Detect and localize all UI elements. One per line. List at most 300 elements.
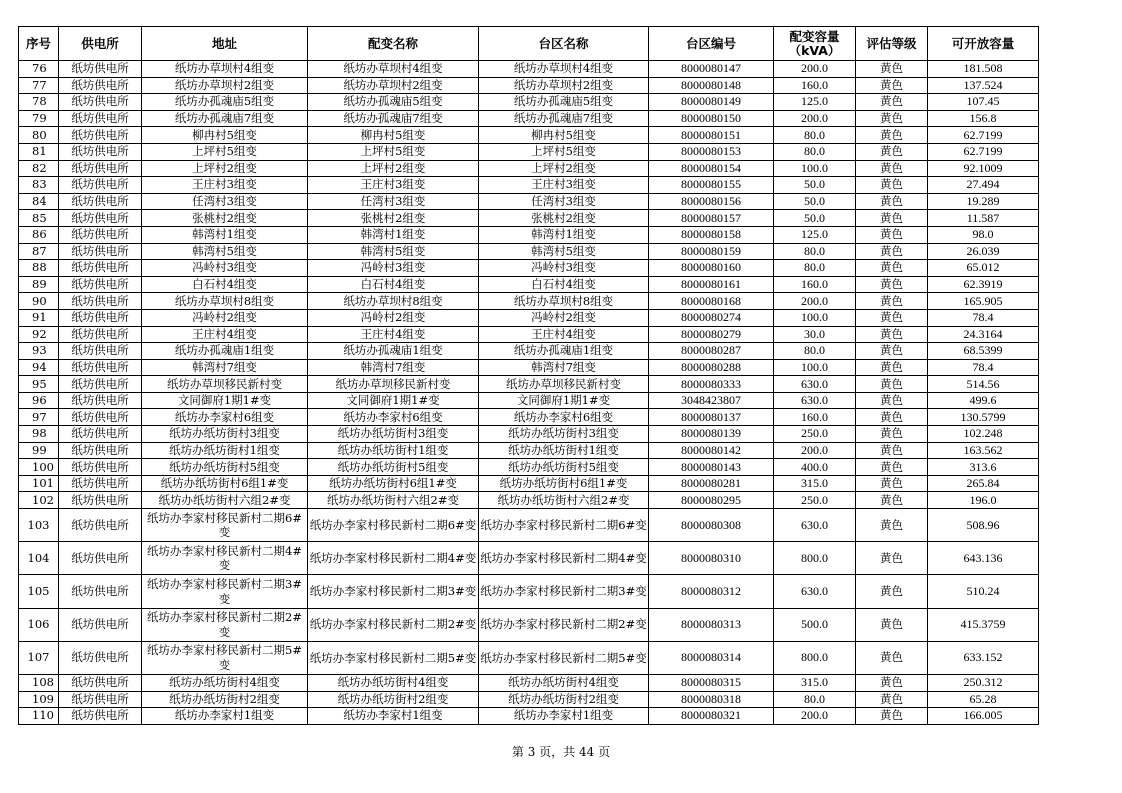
row-address: 白石村4组变	[142, 276, 308, 293]
row-grade: 黄色	[856, 143, 928, 160]
row-station: 纸坊供电所	[59, 691, 142, 708]
row-area-name: 白石村4组变	[479, 276, 649, 293]
row-grade: 黄色	[856, 509, 928, 542]
row-open-capacity: 313.6	[928, 459, 1039, 476]
row-area-name: 纸坊办孤魂庙1组变	[479, 343, 649, 360]
row-grade: 黄色	[856, 177, 928, 194]
row-open-capacity: 62.7199	[928, 143, 1039, 160]
row-address: 上坪村5组变	[142, 143, 308, 160]
row-address: 纸坊办纸坊街村6组1#变	[142, 475, 308, 492]
row-open-capacity: 643.136	[928, 542, 1039, 575]
row-area-name: 纸坊办李家村移民新村二期4#变	[479, 542, 649, 575]
row-open-capacity: 510.24	[928, 575, 1039, 608]
row-open-capacity: 102.248	[928, 426, 1039, 443]
row-index: 93	[19, 343, 59, 360]
table-row	[19, 409, 1039, 426]
table-row	[19, 359, 1039, 376]
row-address: 张桃村2组变	[142, 210, 308, 227]
table-row	[19, 193, 1039, 210]
row-transformer-name: 纸坊办李家村移民新村二期4#变	[308, 542, 479, 575]
row-area-code: 8000080295	[649, 492, 774, 509]
table-row	[19, 143, 1039, 160]
row-index: 81	[19, 143, 59, 160]
row-grade: 黄色	[856, 110, 928, 127]
row-area-name: 纸坊办孤魂庙7组变	[479, 110, 649, 127]
row-index: 104	[19, 542, 59, 575]
row-station: 纸坊供电所	[59, 243, 142, 260]
row-open-capacity: 163.562	[928, 442, 1039, 459]
row-station: 纸坊供电所	[59, 509, 142, 542]
table-row	[19, 575, 1039, 608]
row-area-code: 8000080315	[649, 674, 774, 691]
row-open-capacity: 265.84	[928, 475, 1039, 492]
row-area-code: 8000080314	[649, 641, 774, 674]
row-transformer-name: 王庄村4组变	[308, 326, 479, 343]
row-area-code: 8000080156	[649, 193, 774, 210]
row-station: 纸坊供电所	[59, 459, 142, 476]
row-area-code: 3048423807	[649, 392, 774, 409]
row-area-code: 8000080139	[649, 426, 774, 443]
row-station: 纸坊供电所	[59, 260, 142, 277]
row-station: 纸坊供电所	[59, 61, 142, 78]
row-transformer-name: 纸坊办纸坊街村3组变	[308, 426, 479, 443]
row-area-name: 柳冉村5组变	[479, 127, 649, 144]
row-grade: 黄色	[856, 409, 928, 426]
row-capacity: 80.0	[774, 343, 856, 360]
row-capacity: 315.0	[774, 475, 856, 492]
row-address: 韩湾村5组变	[142, 243, 308, 260]
row-transformer-name: 韩湾村1组变	[308, 226, 479, 243]
row-index: 101	[19, 475, 59, 492]
row-transformer-name: 王庄村3组变	[308, 177, 479, 194]
row-capacity: 50.0	[774, 210, 856, 227]
row-grade: 黄色	[856, 691, 928, 708]
row-grade: 黄色	[856, 226, 928, 243]
row-address: 纸坊办孤魂庙7组变	[142, 110, 308, 127]
row-area-name: 纸坊办草坝村4组变	[479, 61, 649, 78]
row-grade: 黄色	[856, 326, 928, 343]
row-transformer-name: 韩湾村5组变	[308, 243, 479, 260]
row-station: 纸坊供电所	[59, 127, 142, 144]
row-grade: 黄色	[856, 94, 928, 111]
row-grade: 黄色	[856, 359, 928, 376]
row-area-code: 8000080149	[649, 94, 774, 111]
row-area-code: 8000080159	[649, 243, 774, 260]
row-area-name: 纸坊办纸坊街村6组1#变	[479, 475, 649, 492]
row-index: 105	[19, 575, 59, 608]
row-area-name: 纸坊办纸坊街村3组变	[479, 426, 649, 443]
row-grade: 黄色	[856, 575, 928, 608]
row-grade: 黄色	[856, 475, 928, 492]
row-area-code: 8000080151	[649, 127, 774, 144]
row-station: 纸坊供电所	[59, 210, 142, 227]
row-area-code: 8000080142	[649, 442, 774, 459]
table-row	[19, 674, 1039, 691]
row-station: 纸坊供电所	[59, 542, 142, 575]
row-open-capacity: 130.5799	[928, 409, 1039, 426]
row-transformer-name: 上坪村2组变	[308, 160, 479, 177]
row-open-capacity: 415.3759	[928, 608, 1039, 641]
row-open-capacity: 156.8	[928, 110, 1039, 127]
table-row	[19, 426, 1039, 443]
row-capacity: 500.0	[774, 608, 856, 641]
row-area-name: 韩湾村7组变	[479, 359, 649, 376]
table-row	[19, 442, 1039, 459]
row-station: 纸坊供电所	[59, 110, 142, 127]
row-station: 纸坊供电所	[59, 343, 142, 360]
header-station: 供电所	[59, 27, 142, 61]
row-transformer-name: 纸坊办草坝村2组变	[308, 77, 479, 94]
row-grade: 黄色	[856, 210, 928, 227]
row-address: 纸坊办李家村移民新村二期4#变	[142, 542, 308, 575]
capacity-table	[18, 26, 1039, 725]
table-row	[19, 492, 1039, 509]
row-index: 100	[19, 459, 59, 476]
row-station: 纸坊供电所	[59, 193, 142, 210]
row-area-name: 纸坊办草坝移民新村变	[479, 376, 649, 393]
row-address: 王庄村3组变	[142, 177, 308, 194]
row-index: 85	[19, 210, 59, 227]
row-open-capacity: 633.152	[928, 641, 1039, 674]
table-row	[19, 127, 1039, 144]
row-area-code: 8000080308	[649, 509, 774, 542]
row-open-capacity: 65.28	[928, 691, 1039, 708]
row-area-name: 纸坊办草坝村2组变	[479, 77, 649, 94]
table-row	[19, 392, 1039, 409]
row-open-capacity: 78.4	[928, 309, 1039, 326]
row-index: 84	[19, 193, 59, 210]
row-address: 上坪村2组变	[142, 160, 308, 177]
row-index: 91	[19, 309, 59, 326]
row-area-code: 8000080333	[649, 376, 774, 393]
row-capacity: 160.0	[774, 77, 856, 94]
row-grade: 黄色	[856, 276, 928, 293]
row-capacity: 80.0	[774, 260, 856, 277]
table-row	[19, 226, 1039, 243]
row-area-code: 8000080143	[649, 459, 774, 476]
row-index: 95	[19, 376, 59, 393]
row-index: 108	[19, 674, 59, 691]
row-area-name: 纸坊办李家村移民新村二期2#变	[479, 608, 649, 641]
row-capacity: 630.0	[774, 575, 856, 608]
row-index: 88	[19, 260, 59, 277]
row-open-capacity: 166.005	[928, 708, 1039, 725]
row-address: 纸坊办李家村移民新村二期2#变	[142, 608, 308, 641]
row-open-capacity: 107.45	[928, 94, 1039, 111]
row-area-name: 冯岭村2组变	[479, 309, 649, 326]
row-index: 76	[19, 61, 59, 78]
row-index: 109	[19, 691, 59, 708]
row-open-capacity: 68.5399	[928, 343, 1039, 360]
row-address: 韩湾村1组变	[142, 226, 308, 243]
row-capacity: 200.0	[774, 61, 856, 78]
row-address: 纸坊办草坝村8组变	[142, 293, 308, 310]
row-station: 纸坊供电所	[59, 409, 142, 426]
row-station: 纸坊供电所	[59, 309, 142, 326]
table-row	[19, 542, 1039, 575]
row-capacity: 800.0	[774, 542, 856, 575]
row-index: 102	[19, 492, 59, 509]
row-capacity: 250.0	[774, 492, 856, 509]
row-transformer-name: 上坪村5组变	[308, 143, 479, 160]
row-station: 纸坊供电所	[59, 326, 142, 343]
row-grade: 黄色	[856, 708, 928, 725]
row-station: 纸坊供电所	[59, 475, 142, 492]
row-capacity: 250.0	[774, 426, 856, 443]
row-transformer-name: 纸坊办李家村移民新村二期6#变	[308, 509, 479, 542]
row-open-capacity: 181.508	[928, 61, 1039, 78]
row-address: 冯岭村2组变	[142, 309, 308, 326]
row-station: 纸坊供电所	[59, 276, 142, 293]
row-area-code: 8000080148	[649, 77, 774, 94]
table-row	[19, 641, 1039, 674]
row-area-code: 8000080312	[649, 575, 774, 608]
row-index: 110	[19, 708, 59, 725]
header-capacity: 配变容量 （kVA）	[774, 27, 856, 61]
row-capacity: 100.0	[774, 160, 856, 177]
row-capacity: 125.0	[774, 226, 856, 243]
row-station: 纸坊供电所	[59, 426, 142, 443]
row-transformer-name: 张桃村2组变	[308, 210, 479, 227]
row-capacity: 630.0	[774, 509, 856, 542]
table-row	[19, 243, 1039, 260]
row-open-capacity: 27.494	[928, 177, 1039, 194]
row-capacity: 80.0	[774, 127, 856, 144]
row-station: 纸坊供电所	[59, 442, 142, 459]
header-area-code: 台区编号	[649, 27, 774, 61]
row-area-name: 王庄村4组变	[479, 326, 649, 343]
row-open-capacity: 250.312	[928, 674, 1039, 691]
row-station: 纸坊供电所	[59, 359, 142, 376]
row-area-code: 8000080310	[649, 542, 774, 575]
table-row	[19, 160, 1039, 177]
row-area-code: 8000080287	[649, 343, 774, 360]
row-index: 98	[19, 426, 59, 443]
row-address: 文同御府1期1#变	[142, 392, 308, 409]
row-capacity: 160.0	[774, 276, 856, 293]
row-grade: 黄色	[856, 426, 928, 443]
row-grade: 黄色	[856, 160, 928, 177]
row-capacity: 80.0	[774, 243, 856, 260]
row-capacity: 200.0	[774, 110, 856, 127]
header-area-name: 台区名称	[479, 27, 649, 61]
row-open-capacity: 514.56	[928, 376, 1039, 393]
row-address: 纸坊办草坝移民新村变	[142, 376, 308, 393]
table-row	[19, 343, 1039, 360]
row-grade: 黄色	[856, 193, 928, 210]
row-area-name: 纸坊办纸坊街村六组2#变	[479, 492, 649, 509]
row-grade: 黄色	[856, 442, 928, 459]
row-station: 纸坊供电所	[59, 392, 142, 409]
row-grade: 黄色	[856, 309, 928, 326]
row-grade: 黄色	[856, 492, 928, 509]
table-row	[19, 459, 1039, 476]
row-open-capacity: 137.524	[928, 77, 1039, 94]
row-address: 纸坊办孤魂庙5组变	[142, 94, 308, 111]
row-station: 纸坊供电所	[59, 94, 142, 111]
row-address: 韩湾村7组变	[142, 359, 308, 376]
row-area-name: 纸坊办草坝村8组变	[479, 293, 649, 310]
row-capacity: 200.0	[774, 442, 856, 459]
row-capacity: 160.0	[774, 409, 856, 426]
header-open-capacity: 可开放容量	[928, 27, 1039, 61]
table-row	[19, 509, 1039, 542]
row-index: 82	[19, 160, 59, 177]
row-capacity: 125.0	[774, 94, 856, 111]
row-grade: 黄色	[856, 542, 928, 575]
row-index: 86	[19, 226, 59, 243]
row-area-code: 8000080313	[649, 608, 774, 641]
row-capacity: 80.0	[774, 143, 856, 160]
row-index: 79	[19, 110, 59, 127]
row-area-code: 8000080318	[649, 691, 774, 708]
row-capacity: 630.0	[774, 376, 856, 393]
row-address: 纸坊办草坝村2组变	[142, 77, 308, 94]
row-open-capacity: 19.289	[928, 193, 1039, 210]
row-address: 纸坊办纸坊街村4组变	[142, 674, 308, 691]
row-address: 纸坊办李家村移民新村二期5#变	[142, 641, 308, 674]
table-row	[19, 691, 1039, 708]
row-transformer-name: 纸坊办纸坊街村2组变	[308, 691, 479, 708]
row-index: 94	[19, 359, 59, 376]
row-transformer-name: 纸坊办孤魂庙7组变	[308, 110, 479, 127]
row-grade: 黄色	[856, 77, 928, 94]
row-address: 柳冉村5组变	[142, 127, 308, 144]
row-transformer-name: 白石村4组变	[308, 276, 479, 293]
row-grade: 黄色	[856, 343, 928, 360]
row-transformer-name: 纸坊办纸坊街村4组变	[308, 674, 479, 691]
row-transformer-name: 纸坊办孤魂庙5组变	[308, 94, 479, 111]
row-area-code: 8000080154	[649, 160, 774, 177]
row-index: 92	[19, 326, 59, 343]
row-open-capacity: 26.039	[928, 243, 1039, 260]
row-transformer-name: 纸坊办纸坊街村6组1#变	[308, 475, 479, 492]
row-address: 纸坊办纸坊街村2组变	[142, 691, 308, 708]
table-row	[19, 309, 1039, 326]
table-body	[19, 61, 1039, 725]
row-area-code: 8000080137	[649, 409, 774, 426]
row-station: 纸坊供电所	[59, 492, 142, 509]
row-station: 纸坊供电所	[59, 177, 142, 194]
row-capacity: 400.0	[774, 459, 856, 476]
row-address: 王庄村4组变	[142, 326, 308, 343]
page-footer: 第 3 页，共 44 页	[511, 745, 611, 759]
row-capacity: 100.0	[774, 359, 856, 376]
table-row	[19, 110, 1039, 127]
row-area-code: 8000080158	[649, 226, 774, 243]
row-area-code: 8000080168	[649, 293, 774, 310]
row-area-name: 冯岭村3组变	[479, 260, 649, 277]
row-area-name: 纸坊办纸坊街村5组变	[479, 459, 649, 476]
row-capacity: 80.0	[774, 691, 856, 708]
row-open-capacity: 62.7199	[928, 127, 1039, 144]
row-area-code: 8000080288	[649, 359, 774, 376]
row-grade: 黄色	[856, 243, 928, 260]
row-address: 冯岭村3组变	[142, 260, 308, 277]
row-area-name: 纸坊办李家村移民新村二期3#变	[479, 575, 649, 608]
row-address: 纸坊办孤魂庙1组变	[142, 343, 308, 360]
row-station: 纸坊供电所	[59, 226, 142, 243]
row-area-name: 纸坊办李家村移民新村二期5#变	[479, 641, 649, 674]
row-address: 任湾村3组变	[142, 193, 308, 210]
row-station: 纸坊供电所	[59, 160, 142, 177]
row-area-code: 8000080147	[649, 61, 774, 78]
row-area-name: 王庄村3组变	[479, 177, 649, 194]
row-station: 纸坊供电所	[59, 674, 142, 691]
row-area-code: 8000080274	[649, 309, 774, 326]
row-area-name: 上坪村2组变	[479, 160, 649, 177]
row-area-name: 纸坊办孤魂庙5组变	[479, 94, 649, 111]
header-row	[19, 27, 1039, 61]
row-area-code: 8000080160	[649, 260, 774, 277]
row-open-capacity: 78.4	[928, 359, 1039, 376]
row-capacity: 315.0	[774, 674, 856, 691]
row-station: 纸坊供电所	[59, 77, 142, 94]
row-grade: 黄色	[856, 293, 928, 310]
row-transformer-name: 韩湾村7组变	[308, 359, 479, 376]
header-grade: 评估等级	[856, 27, 928, 61]
row-area-code: 8000080157	[649, 210, 774, 227]
table-row	[19, 293, 1039, 310]
row-index: 106	[19, 608, 59, 641]
row-area-code: 8000080161	[649, 276, 774, 293]
row-station: 纸坊供电所	[59, 143, 142, 160]
table-row	[19, 260, 1039, 277]
row-area-name: 韩湾村1组变	[479, 226, 649, 243]
row-station: 纸坊供电所	[59, 575, 142, 608]
row-grade: 黄色	[856, 61, 928, 78]
row-index: 77	[19, 77, 59, 94]
row-index: 103	[19, 509, 59, 542]
row-open-capacity: 62.3919	[928, 276, 1039, 293]
row-open-capacity: 65.012	[928, 260, 1039, 277]
row-address: 纸坊办纸坊街村5组变	[142, 459, 308, 476]
row-capacity: 200.0	[774, 708, 856, 725]
row-index: 80	[19, 127, 59, 144]
row-area-name: 任湾村3组变	[479, 193, 649, 210]
row-transformer-name: 冯岭村3组变	[308, 260, 479, 277]
row-open-capacity: 508.96	[928, 509, 1039, 542]
row-index: 87	[19, 243, 59, 260]
row-area-name: 韩湾村5组变	[479, 243, 649, 260]
row-area-code: 8000080150	[649, 110, 774, 127]
row-station: 纸坊供电所	[59, 608, 142, 641]
row-transformer-name: 纸坊办孤魂庙1组变	[308, 343, 479, 360]
row-area-name: 上坪村5组变	[479, 143, 649, 160]
row-transformer-name: 纸坊办李家村6组变	[308, 409, 479, 426]
row-capacity: 50.0	[774, 177, 856, 194]
row-transformer-name: 纸坊办纸坊街村5组变	[308, 459, 479, 476]
table-row	[19, 94, 1039, 111]
row-capacity: 30.0	[774, 326, 856, 343]
table-row	[19, 210, 1039, 227]
row-index: 107	[19, 641, 59, 674]
row-transformer-name: 柳冉村5组变	[308, 127, 479, 144]
row-grade: 黄色	[856, 260, 928, 277]
row-area-name: 纸坊办纸坊街村2组变	[479, 691, 649, 708]
row-area-name: 纸坊办李家村移民新村二期6#变	[479, 509, 649, 542]
row-area-code: 8000080279	[649, 326, 774, 343]
row-index: 83	[19, 177, 59, 194]
table-row	[19, 177, 1039, 194]
table-row	[19, 608, 1039, 641]
row-station: 纸坊供电所	[59, 708, 142, 725]
row-address: 纸坊办李家村6组变	[142, 409, 308, 426]
row-station: 纸坊供电所	[59, 376, 142, 393]
row-area-name: 文同御府1期1#变	[479, 392, 649, 409]
row-index: 90	[19, 293, 59, 310]
row-capacity: 100.0	[774, 309, 856, 326]
